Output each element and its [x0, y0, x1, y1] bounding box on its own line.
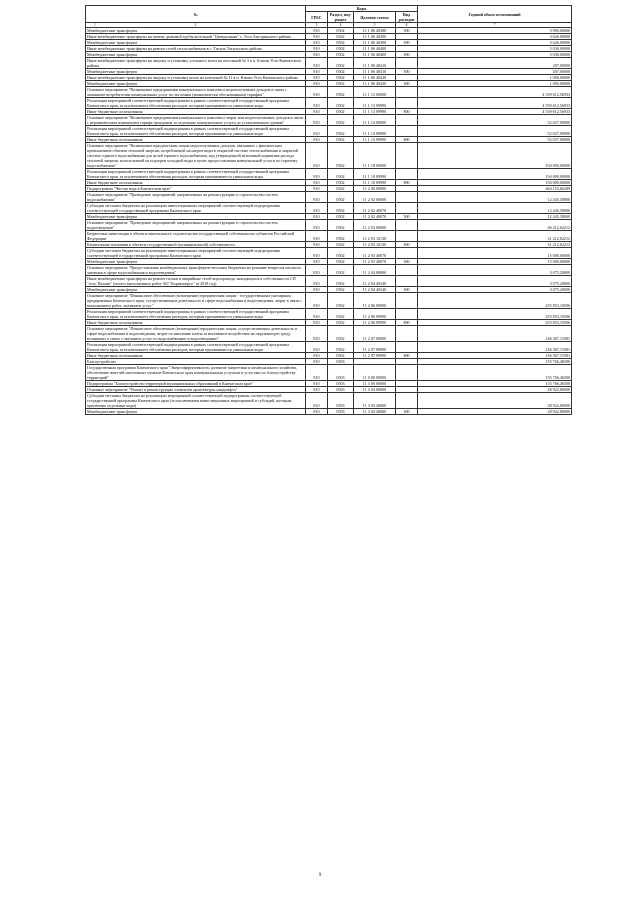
- cell-amount: 155 766,46500: [418, 365, 572, 381]
- cell-grbs: 810: [306, 276, 328, 287]
- page-number: 9: [318, 873, 322, 878]
- cell-grbs: 810: [306, 81, 328, 87]
- cell-amount: 28 922,80000: [418, 393, 572, 409]
- cell-exp-type: 800: [396, 109, 418, 115]
- cell-section: 0502: [328, 180, 354, 186]
- cell-target: 11 3 04 40060: [354, 409, 396, 415]
- cell-exp-type: 800: [396, 353, 418, 359]
- cell-grbs: 810: [306, 231, 328, 242]
- cell-grbs: 810: [306, 28, 328, 34]
- cell-section: 0502: [328, 309, 354, 320]
- table-row: [86, 248, 572, 259]
- cell-amount: 3 075,20000: [418, 276, 572, 287]
- cell-amount: 46 212,62212: [418, 220, 572, 231]
- table-row: [86, 192, 572, 203]
- cell-exp-type: 500: [396, 214, 418, 220]
- cell-amount: 5 900,00000: [418, 28, 572, 34]
- cell-target: 11 2 03 00000: [354, 220, 396, 231]
- header-codes: Коды: [306, 6, 418, 12]
- cell-amount: 194 000,00000: [418, 180, 572, 186]
- cell-section: 0503: [328, 409, 354, 415]
- cell-exp-type: 800: [396, 137, 418, 143]
- cell-grbs: 810: [306, 186, 328, 192]
- cell-grbs: 810: [306, 309, 328, 320]
- cell-section: 0502: [328, 87, 354, 98]
- cell-target: 11 2 04 00000: [354, 265, 396, 276]
- cell-section: 0502: [328, 287, 354, 293]
- cell-grbs: 810: [306, 98, 328, 109]
- cell-name: Основное мероприятие "Возмещение предприятиям коммунального комплекса недополученных доходов в связи с оказанием потребителям коммунальных услуг по льготным (экономически обоснованным) тарифам": [86, 87, 306, 98]
- cell-name: Благоустройство: [86, 359, 306, 365]
- cell-name: Иные межбюджетные трансферты на ремонт сетей теплоснабжения в с. Тигиль Тигильского района: [86, 46, 306, 52]
- cell-name: Подпрограмма "Чистая вода в Камчатском крае": [86, 186, 306, 192]
- cell-exp-type: 800: [396, 320, 418, 326]
- cell-target: 11 2 03 40070: [354, 259, 396, 265]
- cell-grbs: 810: [306, 169, 328, 180]
- cell-name: Межбюджетные трансферты: [86, 40, 306, 46]
- cell-section: 0502: [328, 169, 354, 180]
- table-row: [86, 169, 572, 180]
- cell-section: 0502: [328, 40, 354, 46]
- cell-grbs: 810: [306, 75, 328, 81]
- cell-name: Межбюджетные трансферты: [86, 409, 306, 415]
- cell-amount: 464 153,66299: [418, 186, 572, 192]
- cell-grbs: 810: [306, 46, 328, 52]
- cell-name: Реализация мероприятий соответствующей подпрограммы в рамках соответствующей государственной программы Камчатского края, за исключением обеспечения расходов, которым присваиваются уникальные коды: [86, 126, 306, 137]
- cell-name: Иные бюджетные ассигнования: [86, 137, 306, 143]
- cell-exp-type: [396, 365, 418, 381]
- cell-amount: 52 657,90000: [418, 137, 572, 143]
- cell-grbs: 810: [306, 109, 328, 115]
- cell-grbs: 810: [306, 293, 328, 309]
- cell-amount: 28 922,80000: [418, 409, 572, 415]
- cell-grbs: 810: [306, 259, 328, 265]
- cell-grbs: 810: [306, 115, 328, 126]
- cell-grbs: 810: [306, 52, 328, 58]
- cell-amount: 155 766,46500: [418, 359, 572, 365]
- table-row: [86, 326, 572, 342]
- cell-section: 0502: [328, 34, 354, 40]
- cell-grbs: 810: [306, 137, 328, 143]
- cell-name: Межбюджетные трансферты: [86, 259, 306, 265]
- cell-target: 11 0 00 00000: [354, 365, 396, 381]
- budget-table: [85, 5, 572, 415]
- cell-section: 0502: [328, 81, 354, 87]
- cell-target: 11 1 06 40410: [354, 58, 396, 69]
- table-row: [86, 143, 572, 169]
- header-grbs: ГРБС: [306, 12, 328, 23]
- header-section: Раздел, под- раздел: [328, 12, 354, 23]
- cell-name: Субсидии местным бюджетам на реализацию мероприятий соответствующей подпрограммы соответствующей государственной программы Камчатского края (за исключением инвестиционных мероприятий и субсидий, которым присвоены отдельные коды): [86, 393, 306, 409]
- col-number-1: 1: [94, 23, 96, 27]
- cell-name: Основное мероприятие "Проведение мероприятий, направленных на реконструкцию и строительство систем водоснабжения": [86, 192, 306, 203]
- cell-section: 0503: [328, 381, 354, 387]
- cell-grbs: 810: [306, 192, 328, 203]
- cell-target: 11 3 00 00000: [354, 381, 396, 387]
- cell-exp-type: 800: [396, 180, 418, 186]
- cell-exp-type: [396, 276, 418, 287]
- cell-grbs: 810: [306, 58, 328, 69]
- cell-name: Иные бюджетные ассигнования: [86, 180, 306, 186]
- header-amount: Годовой объем ассигнований: [418, 6, 572, 23]
- cell-amount: 194 000,00000: [418, 143, 572, 169]
- cell-amount: 146 367,15581: [418, 326, 572, 342]
- table-header: [86, 6, 572, 23]
- cell-name: Основное мероприятие "Возмещение предприятиям коммунального комплекса затрат или недополученных доходов в связи с неравновесным изменением тарифа гражданам за отдельные коммунальные услуги до установленного уровня": [86, 115, 306, 126]
- cell-target: 11 2 06 09990: [354, 309, 396, 320]
- cell-name: Основное мероприятие "Возмещение юридическим лицам недополученных доходов, связанных с фактическим превышением объемов тепловой энергии, потребляемой на нагрев воды в открытой системе теплоснабжения и закрытой системе горячего водоснабжения для целей горячего водоснабжения, над утвержденной величиной норматива расхода тепловой энергии, используемой на подогрев холодной воды в целях предоставления коммунальной услуги по горячему водоснабжению": [86, 143, 306, 169]
- cell-exp-type: 500: [396, 40, 418, 46]
- cell-exp-type: [396, 143, 418, 169]
- cell-grbs: 810: [306, 203, 328, 214]
- cell-amount: 4 539 612,56933: [418, 87, 572, 98]
- cell-name: Иные бюджетные ассигнования: [86, 320, 306, 326]
- cell-grbs: 810: [306, 387, 328, 393]
- header-target: Целевая статья: [354, 12, 396, 23]
- col-number-6: 6: [396, 23, 418, 28]
- cell-amount: 207,00000: [418, 58, 572, 69]
- cell-target: 11 1 14 00000: [354, 115, 396, 126]
- cell-exp-type: 500: [396, 28, 418, 34]
- cell-section: 0503: [328, 393, 354, 409]
- cell-section: 0502: [328, 28, 354, 34]
- cell-amount: 5 030,00000: [418, 46, 572, 52]
- cell-grbs: 810: [306, 69, 328, 75]
- cell-amount: 5 030,00000: [418, 52, 572, 58]
- cell-section: 0502: [328, 137, 354, 143]
- cell-grbs: 810: [306, 320, 328, 326]
- cell-target: 11 3 04 40060: [354, 393, 396, 409]
- table-body: [86, 23, 572, 415]
- cell-target: 11 2 03 40070: [354, 248, 396, 259]
- cell-exp-type: 500: [396, 81, 418, 87]
- cell-amount: 207,00000: [418, 69, 572, 75]
- cell-name: Межбюджетные трансферты: [86, 214, 306, 220]
- cell-name: Подпрограмма "Благоустройство территорий муниципальных образований в Камчатском крае": [86, 381, 306, 387]
- cell-target: 11 3 04 00000: [354, 387, 396, 393]
- cell-exp-type: 500: [396, 259, 418, 265]
- header-exp-type: Вид расходов: [396, 12, 418, 23]
- cell-target: 11 2 06 09990: [354, 320, 396, 326]
- cell-grbs: 810: [306, 287, 328, 293]
- cell-name: Основное мероприятие "Предоставление межбюджетных трансфертов местным бюджетам на решение вопросов местного значения в сфере водоснабжения и водоотведения": [86, 265, 306, 276]
- col-number-4: 4: [328, 23, 354, 28]
- cell-amount: 4 539 612,56933: [418, 109, 572, 115]
- cell-exp-type: 500: [396, 52, 418, 58]
- cell-target: 11 1 06 40410: [354, 69, 396, 75]
- cell-target: 11 2 02 00000: [354, 192, 396, 203]
- table-row: [86, 115, 572, 126]
- cell-name: Основное мероприятие "Финансовое обеспечение (возмещение) юридическим лицам - государственным унитарным предприятиям Камчатского края, осуществляющим деятельность в сфере водоснабжения и водоотведения, затрат в связи с выполнением работ, оказанием услуг": [86, 293, 306, 309]
- cell-name: Иные межбюджетные трансферты на закупку и установку угольного котла на котельной № 3 в п. Ключи Усть-Камчатского района: [86, 58, 306, 69]
- cell-name: Реализация мероприятий соответствующей подпрограммы в рамках соответствующей государственной программы Камчатского края, за исключением обеспечения расходов, которым присваиваются уникальные коды: [86, 309, 306, 320]
- cell-amount: 146 367,15581: [418, 353, 572, 359]
- cell-target: 11 1 06 40380: [354, 28, 396, 34]
- cell-exp-type: [396, 248, 418, 259]
- cell-grbs: 810: [306, 265, 328, 276]
- cell-grbs: 810: [306, 143, 328, 169]
- cell-name: Иные бюджетные ассигнования: [86, 353, 306, 359]
- cell-section: 0502: [328, 115, 354, 126]
- table-row: [86, 126, 572, 137]
- table-row: [86, 365, 572, 381]
- cell-section: 0502: [328, 126, 354, 137]
- cell-grbs: 810: [306, 214, 328, 220]
- cell-amount: 31 212,62212: [418, 231, 572, 242]
- cell-section: 0502: [328, 265, 354, 276]
- cell-grbs: 810: [306, 87, 328, 98]
- table-row: [86, 409, 572, 415]
- cell-section: 0502: [328, 69, 354, 75]
- cell-target: 11 1 13 09990: [354, 98, 396, 109]
- cell-target: 11 2 04 40340: [354, 276, 396, 287]
- table-row: [86, 58, 572, 69]
- cell-amount: 28 922,80000: [418, 387, 572, 393]
- cell-name: Межбюджетные трансферты: [86, 52, 306, 58]
- table-row: [86, 87, 572, 98]
- cell-amount: 255 853,10506: [418, 320, 572, 326]
- cell-amount: 146 367,15581: [418, 342, 572, 353]
- cell-exp-type: 500: [396, 409, 418, 415]
- cell-amount: 155 766,46500: [418, 381, 572, 387]
- cell-section: 0502: [328, 353, 354, 359]
- cell-section: 0502: [328, 242, 354, 248]
- cell-section: 0502: [328, 192, 354, 203]
- table-row: [86, 220, 572, 231]
- cell-grbs: 810: [306, 242, 328, 248]
- cell-name: Основное мероприятие "Ремонт и реконструкция элементов архитектуры ландшафта": [86, 387, 306, 393]
- table-row: [86, 276, 572, 287]
- cell-exp-type: [396, 192, 418, 203]
- cell-section: 0503: [328, 365, 354, 381]
- table-row: [86, 231, 572, 242]
- cell-exp-type: [396, 203, 418, 214]
- cell-target: 11 2 07 09990: [354, 353, 396, 359]
- cell-amount: 3 075,20000: [418, 265, 572, 276]
- cell-name: Иные межбюджетные трансферты на закупку и установку котла на котельной № 11 в п. Ключи Усть-Камчатского района: [86, 75, 306, 81]
- cell-section: 0502: [328, 46, 354, 52]
- header-num: №: [86, 6, 306, 23]
- cell-target: 11 2 03 10130: [354, 231, 396, 242]
- cell-name: Межбюджетные трансферты: [86, 287, 306, 293]
- cell-section: 0502: [328, 58, 354, 69]
- cell-exp-type: [396, 265, 418, 276]
- cell-name: Иные межбюджетные трансферты на замену дымовой трубы котельной "Центральная" с. Эссо Быстринского района: [86, 34, 306, 40]
- col-number-7: 7: [418, 23, 572, 28]
- cell-target: 11 1 14 09990: [354, 137, 396, 143]
- col-number-5: 5: [354, 23, 396, 28]
- cell-amount: 31 212,62212: [418, 242, 572, 248]
- cell-section: 0502: [328, 52, 354, 58]
- cell-name: Государственная программа Камчатского края "Энергоэффективность, развитие энергетики и коммунального хозяйства, обеспечение жителей населенных пунктов Камчатского края коммунальными услугами и услугами по благоустройству территорий": [86, 365, 306, 381]
- cell-section: 0502: [328, 220, 354, 231]
- cell-name: Реализация мероприятий соответствующей подпрограммы в рамках соответствующей государственной программы Камчатского края, за исключением обеспечения расходов, которым присваиваются уникальные коды: [86, 342, 306, 353]
- cell-amount: 15 000,00000: [418, 248, 572, 259]
- cell-target: 11 2 00 00000: [354, 186, 396, 192]
- cell-grbs: 810: [306, 342, 328, 353]
- cell-grbs: 810: [306, 359, 328, 365]
- cell-grbs: 810: [306, 34, 328, 40]
- cell-target: 11 1 06 40400: [354, 46, 396, 52]
- table-row: [86, 309, 572, 320]
- cell-exp-type: 500: [396, 69, 418, 75]
- table-row: [86, 98, 572, 109]
- cell-section: 0502: [328, 75, 354, 81]
- cell-section: 0503: [328, 359, 354, 365]
- cell-target: 11 2 02 40070: [354, 214, 396, 220]
- cell-section: 0502: [328, 293, 354, 309]
- cell-amount: 52 657,90000: [418, 115, 572, 126]
- cell-target: 11 2 04 40340: [354, 287, 396, 293]
- table-row: [86, 203, 572, 214]
- cell-target: 11 2 07 09990: [354, 342, 396, 353]
- cell-grbs: 810: [306, 393, 328, 409]
- cell-grbs: 810: [306, 409, 328, 415]
- cell-target: 11 1 06 40420: [354, 81, 396, 87]
- cell-grbs: 810: [306, 365, 328, 381]
- col-number-1-2: [86, 23, 306, 28]
- cell-amount: 12 445,58000: [418, 192, 572, 203]
- cell-exp-type: [396, 309, 418, 320]
- cell-amount: 3 075,20000: [418, 287, 572, 293]
- cell-target: 11 2 03 10130: [354, 242, 396, 248]
- cell-grbs: 810: [306, 180, 328, 186]
- cell-amount: 15 000,00000: [418, 259, 572, 265]
- cell-section: 0502: [328, 276, 354, 287]
- table-row: [86, 293, 572, 309]
- cell-exp-type: [396, 169, 418, 180]
- cell-exp-type: [396, 293, 418, 309]
- cell-amount: 4 539 612,56933: [418, 98, 572, 109]
- cell-name: Бюджетные инвестиции в объекты капитального строительства государственной собственности субъектов Российской Федерации: [86, 231, 306, 242]
- cell-target: 11 1 06 40420: [354, 75, 396, 81]
- cell-amount: 194 000,00000: [418, 169, 572, 180]
- cell-exp-type: [396, 126, 418, 137]
- cell-target: 11 1 06 40400: [354, 52, 396, 58]
- cell-target: 11 2 02 40070: [354, 203, 396, 214]
- cell-section: 0502: [328, 109, 354, 115]
- cell-exp-type: [396, 326, 418, 342]
- table-row: [86, 342, 572, 353]
- cell-section: 0502: [328, 98, 354, 109]
- cell-target: 11 1 13 09990: [354, 109, 396, 115]
- cell-target: 11 1 06 40390: [354, 40, 396, 46]
- cell-target: 11 1 18 00000: [354, 143, 396, 169]
- cell-section: 0502: [328, 203, 354, 214]
- table-row: [86, 393, 572, 409]
- cell-exp-type: [396, 342, 418, 353]
- cell-name: Иные бюджетные ассигнования: [86, 109, 306, 115]
- cell-section: 0502: [328, 320, 354, 326]
- cell-exp-type: [396, 87, 418, 98]
- cell-grbs: 810: [306, 326, 328, 342]
- cell-name: Основное мероприятие "Финансовое обеспечение (возмещение) юридическим лицам, осуществляющим деятельность в сфере водоснабжения и водоотведения, затрат по внесению платы за негативное воздействие на окружающую среду, возникших в связи с оказанием услуг по водоснабжению и водоотведению": [86, 326, 306, 342]
- cell-exp-type: [396, 115, 418, 126]
- cell-amount: 3 626,00000: [418, 34, 572, 40]
- cell-grbs: 810: [306, 381, 328, 387]
- cell-target: 11 1 06 40390: [354, 34, 396, 40]
- cell-exp-type: [396, 220, 418, 231]
- cell-amount: 255 853,10506: [418, 293, 572, 309]
- cell-target: 11 1 14 09990: [354, 126, 396, 137]
- cell-grbs: 810: [306, 126, 328, 137]
- cell-target: 11 1 13 00000: [354, 87, 396, 98]
- cell-name: Субсидии местным бюджетам на реализацию инвестиционных мероприятий соответствующей подпрограммы соответствующей государственной программы Камчатского края: [86, 248, 306, 259]
- cell-section: 0502: [328, 143, 354, 169]
- cell-amount: 12 445,58000: [418, 203, 572, 214]
- cell-amount: 3 626,00000: [418, 40, 572, 46]
- cell-amount: 1 000,00000: [418, 81, 572, 87]
- cell-target: 11 1 18 09990: [354, 180, 396, 186]
- cell-section: 0502: [328, 186, 354, 192]
- cell-name: Межбюджетные трансферты: [86, 69, 306, 75]
- col-number-2: 2: [194, 23, 197, 27]
- col-number-3: 3: [306, 23, 328, 28]
- cell-grbs: 810: [306, 353, 328, 359]
- cell-name: Реализация мероприятий соответствующей подпрограммы в рамках соответствующей государственной программы Камчатского края, за исключением обеспечения расходов, которым присваиваются уникальные коды: [86, 169, 306, 180]
- cell-amount: 12 445,58000: [418, 214, 572, 220]
- cell-section: 0502: [328, 248, 354, 259]
- cell-section: 0502: [328, 342, 354, 353]
- cell-section: 0502: [328, 214, 354, 220]
- cell-exp-type: 500: [396, 287, 418, 293]
- cell-name: Реализация мероприятий соответствующей подпрограммы в рамках соответствующей государственной программы Камчатского края, за исключением обеспечения расходов, которым присваиваются уникальные коды: [86, 98, 306, 109]
- cell-target: 11 1 18 09990: [354, 169, 396, 180]
- cell-name: Межбюджетные трансферты: [86, 28, 306, 34]
- cell-name: Капитальные вложения в объекты государственной (муниципальной) собственности: [86, 242, 306, 248]
- cell-section: 0503: [328, 387, 354, 393]
- cell-section: 0502: [328, 231, 354, 242]
- cell-amount: 52 657,90000: [418, 126, 572, 137]
- cell-exp-type: [396, 231, 418, 242]
- cell-amount: 255 853,10506: [418, 309, 572, 320]
- cell-target: 11 2 07 00000: [354, 326, 396, 342]
- cell-section: 0502: [328, 259, 354, 265]
- cell-amount: 1 000,00000: [418, 75, 572, 81]
- cell-name: Основное мероприятие "Проведение мероприятий, направленных на реконструкцию и строительство систем водоотведения": [86, 220, 306, 231]
- cell-grbs: 810: [306, 40, 328, 46]
- cell-name: Иные межбюджетные трансферты на ремонт песков и аварийные сетей водопровода, находящихся в собственности СП "село Пахачи" (оплата выполненных работ АО "Корякэнерго" за 2018 год): [86, 276, 306, 287]
- cell-grbs: 810: [306, 220, 328, 231]
- cell-target: 11 2 06 00000: [354, 293, 396, 309]
- table-row: [86, 265, 572, 276]
- cell-exp-type: [396, 58, 418, 69]
- cell-section: 0502: [328, 326, 354, 342]
- cell-name: Субсидии местным бюджетам на реализацию инвестиционных мероприятий соответствующей подпрограммы соответствующей государственной программы Камчатского края: [86, 203, 306, 214]
- cell-exp-type: 400: [396, 242, 418, 248]
- cell-exp-type: [396, 393, 418, 409]
- cell-exp-type: [396, 98, 418, 109]
- cell-grbs: 810: [306, 248, 328, 259]
- cell-name: Межбюджетные трансферты: [86, 81, 306, 87]
- budget-table-sheet: [85, 5, 571, 415]
